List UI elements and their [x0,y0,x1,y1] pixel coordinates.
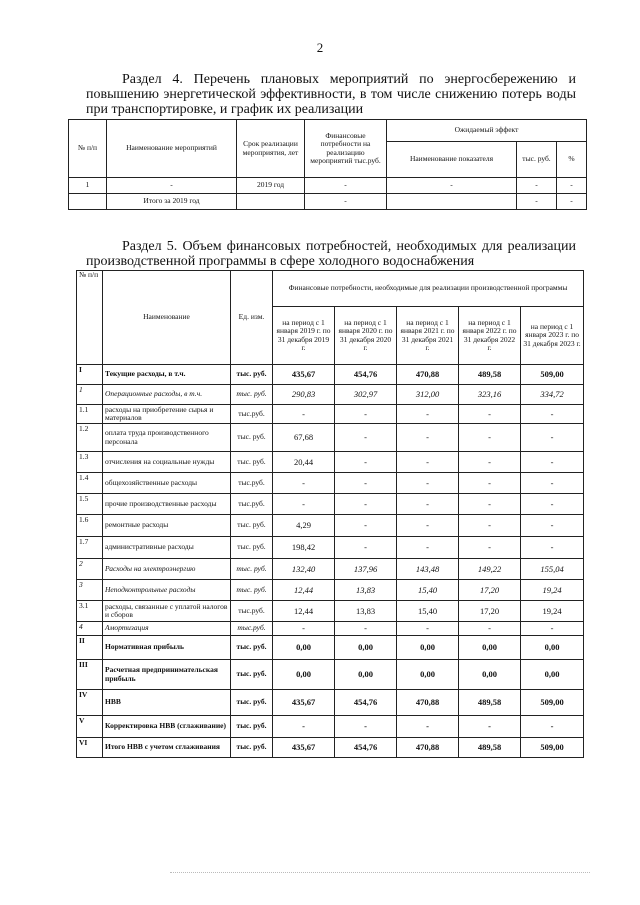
row-unit: тыс. руб. [231,452,273,473]
row-value: - [521,537,584,559]
row-value: 0,00 [335,636,397,660]
footer-scan-line [170,872,590,874]
row-unit: тыс. руб. [231,636,273,660]
row-value: 470,88 [397,365,459,385]
row-value: 12,44 [273,580,335,601]
row-value: - [335,537,397,559]
row-pct: - [557,178,587,194]
row-unit: тыс. руб. [231,385,273,405]
row-value: 435,67 [273,690,335,716]
header-period: на период с 1 января 2023 г. по 31 декабря 2023 г. [521,307,584,365]
row-value: 290,83 [273,385,335,405]
row-value: - [521,494,584,515]
row-rub: - [517,194,557,210]
row-value: 149,22 [459,559,521,580]
row-value: - [521,424,584,452]
table-row [77,385,584,405]
row-unit: тыс.руб. [231,473,273,494]
row-value: 0,00 [273,636,335,660]
row-value: - [273,716,335,738]
header-term: Срок реализации мероприятия, лет [237,120,305,178]
header-period: на период с 1 января 2021 г. по 31 декабря 2021 г. [397,307,459,365]
table-row [77,473,584,494]
table-row [77,601,584,622]
row-value: - [335,452,397,473]
row-unit: тыс. руб. [231,537,273,559]
row-value: 454,76 [335,738,397,758]
row-value: 509,00 [521,690,584,716]
row-value: - [459,405,521,424]
row-value: 155,04 [521,559,584,580]
row-pct: - [557,194,587,210]
row-value: - [273,622,335,636]
row-value: - [397,405,459,424]
row-value: - [397,424,459,452]
header-finance: Финансовые потребности на реализацию мероприятий тыс.руб. [305,120,387,178]
row-value: 20,44 [273,452,335,473]
row-value: 67,68 [273,424,335,452]
row-value: 13,83 [335,601,397,622]
row-name: Итого НВВ с учетом сглаживания [103,738,231,758]
row-num: 1.4 [77,473,103,494]
row-unit: тыс.руб. [231,405,273,424]
row-finance: - [305,178,387,194]
row-value: 0,00 [397,636,459,660]
row-unit: тыс.руб. [231,622,273,636]
table-row [77,622,584,636]
header-num: № п/п [77,271,103,365]
row-indicator: - [387,178,517,194]
row-value: 143,48 [397,559,459,580]
row-name: - [107,178,237,194]
row-name: отчисления на социальные нужды [103,452,231,473]
row-num: VI [77,738,103,758]
table-row [77,494,584,515]
row-value: 489,58 [459,690,521,716]
table-row [77,660,584,690]
row-value: - [273,494,335,515]
row-num: 1.5 [77,494,103,515]
header-name: Наименование мероприятий [107,120,237,178]
row-num: 1.3 [77,452,103,473]
row-name: Расходы на электроэнергию [103,559,231,580]
row-num: 1.7 [77,537,103,559]
row-name: ремонтные расходы [103,515,231,537]
header-percent: % [557,142,587,178]
page-number: 2 [316,40,324,55]
row-value: - [459,622,521,636]
header-unit: Ед. изм. [231,271,273,365]
row-value: 489,58 [459,365,521,385]
row-value: - [521,405,584,424]
row-unit: тыс. руб. [231,559,273,580]
section-4-title: Раздел 4. Перечень плановых мероприятий по энергосбережению и повышению энергетической эффективности, в том числе снижению потерь воды при транспортировке, и график их реализации [86,72,576,117]
row-unit: тыс.руб. [231,601,273,622]
row-value: 13,83 [335,580,397,601]
row-value: 470,88 [397,738,459,758]
row-value: - [397,537,459,559]
row-value: - [397,473,459,494]
row-unit: тыс. руб. [231,515,273,537]
row-value: 198,42 [273,537,335,559]
row-num: 2 [77,559,103,580]
header-period: на период с 1 января 2022 г. по 31 декабря 2022 г. [459,307,521,365]
row-value: 0,00 [459,636,521,660]
row-value: - [459,537,521,559]
row-value: - [335,424,397,452]
row-value: - [335,716,397,738]
row-value: - [397,494,459,515]
row-name: Корректировка НВВ (сглаживание) [103,716,231,738]
row-term: 2019 год [237,178,305,194]
row-name: Текущие расходы, в т.ч. [103,365,231,385]
row-value: - [335,473,397,494]
header-num: № п/п [69,120,107,178]
row-name: Нормативная прибыль [103,636,231,660]
row-value: - [459,494,521,515]
row-value: 312,00 [397,385,459,405]
row-value: 17,20 [459,601,521,622]
row-value: - [335,494,397,515]
row-indicator [387,194,517,210]
table-row [77,559,584,580]
row-num: IV [77,690,103,716]
row-value: 302,97 [335,385,397,405]
row-value: - [521,515,584,537]
row-value: 132,40 [273,559,335,580]
header-period: на период с 1 января 2020 г. по 31 декабря 2020 г. [335,307,397,365]
row-unit: тыс. руб. [231,580,273,601]
section-5-table [76,270,584,758]
row-unit: тыс. руб. [231,365,273,385]
row-value: - [335,405,397,424]
row-value: 19,24 [521,601,584,622]
row-value: - [459,515,521,537]
table-row [77,636,584,660]
row-num: 1.1 [77,405,103,424]
header-effect: Ожидаемый эффект [387,120,587,142]
table-row [77,738,584,758]
row-value: 435,67 [273,365,335,385]
row-name: Расчетная предпринимательская прибыль [103,660,231,690]
table-row [77,537,584,559]
row-name: общехозяйственные расходы [103,473,231,494]
row-name: Амортизация [103,622,231,636]
row-value: 0,00 [521,636,584,660]
row-value: 0,00 [459,660,521,690]
row-value: - [521,452,584,473]
row-value: - [397,716,459,738]
row-value: 489,58 [459,738,521,758]
row-name: оплата труда производственного персонала [103,424,231,452]
row-value: 334,72 [521,385,584,405]
row-value: - [521,622,584,636]
row-num: II [77,636,103,660]
table-row [77,515,584,537]
table-row [77,580,584,601]
row-value: 323,16 [459,385,521,405]
row-name: Операционные расходы, в т.ч. [103,385,231,405]
row-value: - [459,452,521,473]
row-num: 1 [69,178,107,194]
header-period: на период с 1 января 2019 г. по 31 декабря 2019 г. [273,307,335,365]
header-thousand-rub: тыс. руб. [517,142,557,178]
row-value: 12,44 [273,601,335,622]
row-rub: - [517,178,557,194]
row-value: - [459,424,521,452]
row-name: расходы, связанные с уплатой налогов и сборов [103,601,231,622]
row-value: 435,67 [273,738,335,758]
row-value: - [273,473,335,494]
table-row [69,178,587,194]
row-value: 470,88 [397,690,459,716]
row-name: расходы на приобретение сырья и материалов [103,405,231,424]
row-num: 1.2 [77,424,103,452]
row-value: 0,00 [521,660,584,690]
row-unit: тыс. руб. [231,660,273,690]
row-value: - [397,515,459,537]
table-row [77,405,584,424]
row-num [69,194,107,210]
row-value: 509,00 [521,365,584,385]
row-value: 17,20 [459,580,521,601]
row-term [237,194,305,210]
row-num: 1 [77,385,103,405]
header-name: Наименование [103,271,231,365]
row-value: - [459,716,521,738]
row-value: 15,40 [397,601,459,622]
row-value: 19,24 [521,580,584,601]
row-value: 0,00 [335,660,397,690]
header-finance: Финансовые потребности, необходимые для реализации производственной программы [273,271,584,307]
row-name: административные расходы [103,537,231,559]
table-row [69,194,587,210]
table-row [77,716,584,738]
section-5-title: Раздел 5. Объем финансовых потребностей, необходимых для реализации производственной программы в сфере холодного водоснабжения [86,239,576,269]
table-row [77,452,584,473]
row-num: 3.1 [77,601,103,622]
row-value: - [521,716,584,738]
row-value: 509,00 [521,738,584,758]
row-value: - [397,452,459,473]
row-value: 0,00 [397,660,459,690]
row-name: Неподконтрольные расходы [103,580,231,601]
row-value: - [335,515,397,537]
row-num: I [77,365,103,385]
row-name: Итого за 2019 год [107,194,237,210]
row-value: - [335,622,397,636]
row-unit: тыс. руб. [231,716,273,738]
row-name: НВВ [103,690,231,716]
table-row [77,365,584,385]
row-num: V [77,716,103,738]
row-value: - [459,473,521,494]
row-value: - [273,405,335,424]
row-value: 15,40 [397,580,459,601]
header-indicator: Наименование показателя [387,142,517,178]
row-value: 454,76 [335,690,397,716]
row-num: III [77,660,103,690]
row-unit: тыс. руб. [231,424,273,452]
row-value: 454,76 [335,365,397,385]
section-4-table [68,119,587,210]
table-row [77,690,584,716]
row-num: 4 [77,622,103,636]
row-unit: тыс. руб. [231,738,273,758]
row-value: 4,29 [273,515,335,537]
row-num: 1.6 [77,515,103,537]
row-unit: тыс. руб. [231,690,273,716]
row-value: - [521,473,584,494]
row-num: 3 [77,580,103,601]
row-value: - [397,622,459,636]
table-row [77,424,584,452]
row-finance: - [305,194,387,210]
row-name: прочие производственные расходы [103,494,231,515]
row-unit: тыс.руб. [231,494,273,515]
row-value: 137,96 [335,559,397,580]
row-value: 0,00 [273,660,335,690]
